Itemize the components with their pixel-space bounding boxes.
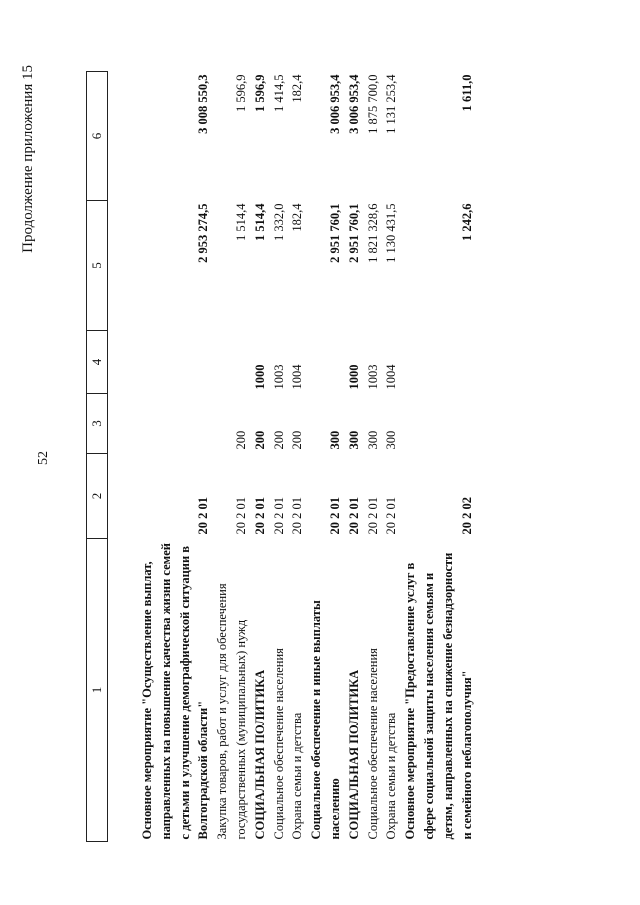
row-expense-kind: 200 bbox=[252, 430, 267, 450]
row-sum-year-2: 182,4 bbox=[290, 74, 305, 103]
row-target-code: 20 2 01 bbox=[384, 497, 399, 535]
column-header-sum-year-2: 6 bbox=[87, 72, 108, 201]
row-sum-year-1: 2 951 760,1 bbox=[346, 203, 361, 263]
row-target-code: 20 2 01 bbox=[346, 497, 361, 535]
column-header-name: 1 bbox=[87, 539, 108, 842]
page-number: 52 bbox=[36, 451, 51, 465]
table-row bbox=[270, 72, 289, 842]
table-row bbox=[213, 72, 251, 842]
row-sum-year-2: 1 875 700,0 bbox=[365, 74, 380, 134]
row-target-code: 20 2 01 bbox=[365, 497, 380, 535]
row-expense-kind: 300 bbox=[346, 430, 361, 450]
row-sum-year-2: 3 006 953,4 bbox=[327, 74, 342, 134]
row-sum-year-2: 1 131 253,4 bbox=[384, 74, 399, 134]
table-header-row bbox=[87, 72, 108, 842]
row-expense-kind: 200 bbox=[271, 430, 286, 450]
table-row bbox=[108, 72, 214, 842]
row-name: СОЦИАЛЬНАЯ ПОЛИТИКА bbox=[346, 669, 361, 840]
row-target-code: 20 2 01 bbox=[271, 497, 286, 535]
column-header-sum-year-1: 5 bbox=[87, 201, 108, 331]
row-section bbox=[213, 331, 251, 394]
row-sum-year-2: 1 414,5 bbox=[271, 74, 286, 112]
row-name: Основное мероприятие "Предоставление услуг в сфере социальной защиты населения семьям и детям, направленных на снижение безнадзорности и семейного неблагополучия" bbox=[403, 552, 474, 840]
row-expense-kind bbox=[401, 394, 476, 454]
row-name: СОЦИАЛЬНАЯ ПОЛИТИКА bbox=[252, 669, 267, 840]
row-expense-kind: 200 bbox=[290, 430, 305, 450]
row-target-code: 20 2 01 bbox=[233, 497, 248, 535]
row-expense-kind: 300 bbox=[327, 430, 342, 450]
row-target-code: 20 2 01 bbox=[290, 497, 305, 535]
row-section bbox=[307, 331, 345, 394]
row-expense-kind: 300 bbox=[365, 430, 380, 450]
row-sum-year-2: 1 596,9 bbox=[252, 74, 267, 112]
table-row bbox=[401, 72, 476, 842]
column-header-expense-kind: 3 bbox=[87, 394, 108, 454]
row-expense-kind: 200 bbox=[233, 430, 248, 450]
row-name: Охрана семьи и детства bbox=[384, 712, 399, 840]
row-section: 1000 bbox=[252, 364, 267, 390]
table-row bbox=[307, 72, 345, 842]
row-sum-year-1: 1 242,6 bbox=[459, 203, 474, 241]
row-section: 1004 bbox=[290, 364, 305, 390]
table-row bbox=[288, 72, 307, 842]
row-name: Охрана семьи и детства bbox=[290, 712, 305, 840]
continuation-caption: Продолжение приложения 15 bbox=[20, 65, 36, 253]
table-row bbox=[364, 72, 383, 842]
column-header-section: 4 bbox=[87, 331, 108, 394]
row-target-code: 20 2 01 bbox=[327, 497, 342, 535]
row-section bbox=[108, 331, 214, 394]
row-section bbox=[401, 331, 476, 394]
row-name: Социальное обеспечение населения bbox=[365, 648, 380, 840]
table-row bbox=[345, 72, 364, 842]
row-name: Основное мероприятие "Осуществление выплат, направленных на повышение качества жизни семей с детьми и улучшение демографической ситуации в Волгоградской области" bbox=[140, 543, 211, 840]
table-row bbox=[251, 72, 270, 842]
budget-table bbox=[86, 71, 476, 842]
row-sum-year-1: 1 821 328,6 bbox=[365, 203, 380, 263]
row-target-code: 20 2 01 bbox=[252, 497, 267, 535]
row-sum-year-1: 1 332,0 bbox=[271, 203, 286, 241]
row-name: Социальное обеспечение населения bbox=[271, 648, 286, 840]
row-sum-year-1: 1 130 431,5 bbox=[384, 203, 399, 263]
row-name: Закупка товаров, работ и услуг для обеспечения государственных (муниципальных) нужд bbox=[215, 583, 248, 840]
row-sum-year-1: 2 951 760,1 bbox=[327, 203, 342, 263]
row-section: 1003 bbox=[365, 364, 380, 390]
row-sum-year-1: 1 514,4 bbox=[252, 203, 267, 241]
row-name: Социальное обеспечение и иные выплаты населению bbox=[309, 600, 342, 840]
row-target-code: 20 2 02 bbox=[459, 497, 474, 535]
row-sum-year-2: 1 596,9 bbox=[233, 74, 248, 112]
column-header-target-code: 2 bbox=[87, 454, 108, 539]
row-sum-year-1: 182,4 bbox=[290, 203, 305, 232]
row-section: 1004 bbox=[384, 364, 399, 390]
row-section: 1003 bbox=[271, 364, 286, 390]
row-section: 1000 bbox=[346, 364, 361, 390]
row-sum-year-1: 2 953 274,5 bbox=[196, 203, 211, 263]
row-sum-year-2: 3 008 550,3 bbox=[196, 74, 211, 134]
row-expense-kind: 300 bbox=[384, 430, 399, 450]
row-sum-year-2: 3 006 953,4 bbox=[346, 74, 361, 134]
row-expense-kind bbox=[108, 394, 214, 454]
row-sum-year-1: 1 514,4 bbox=[233, 203, 248, 241]
row-sum-year-2: 1 611,0 bbox=[459, 74, 474, 112]
table-row bbox=[382, 72, 401, 842]
row-target-code: 20 2 01 bbox=[196, 497, 211, 535]
